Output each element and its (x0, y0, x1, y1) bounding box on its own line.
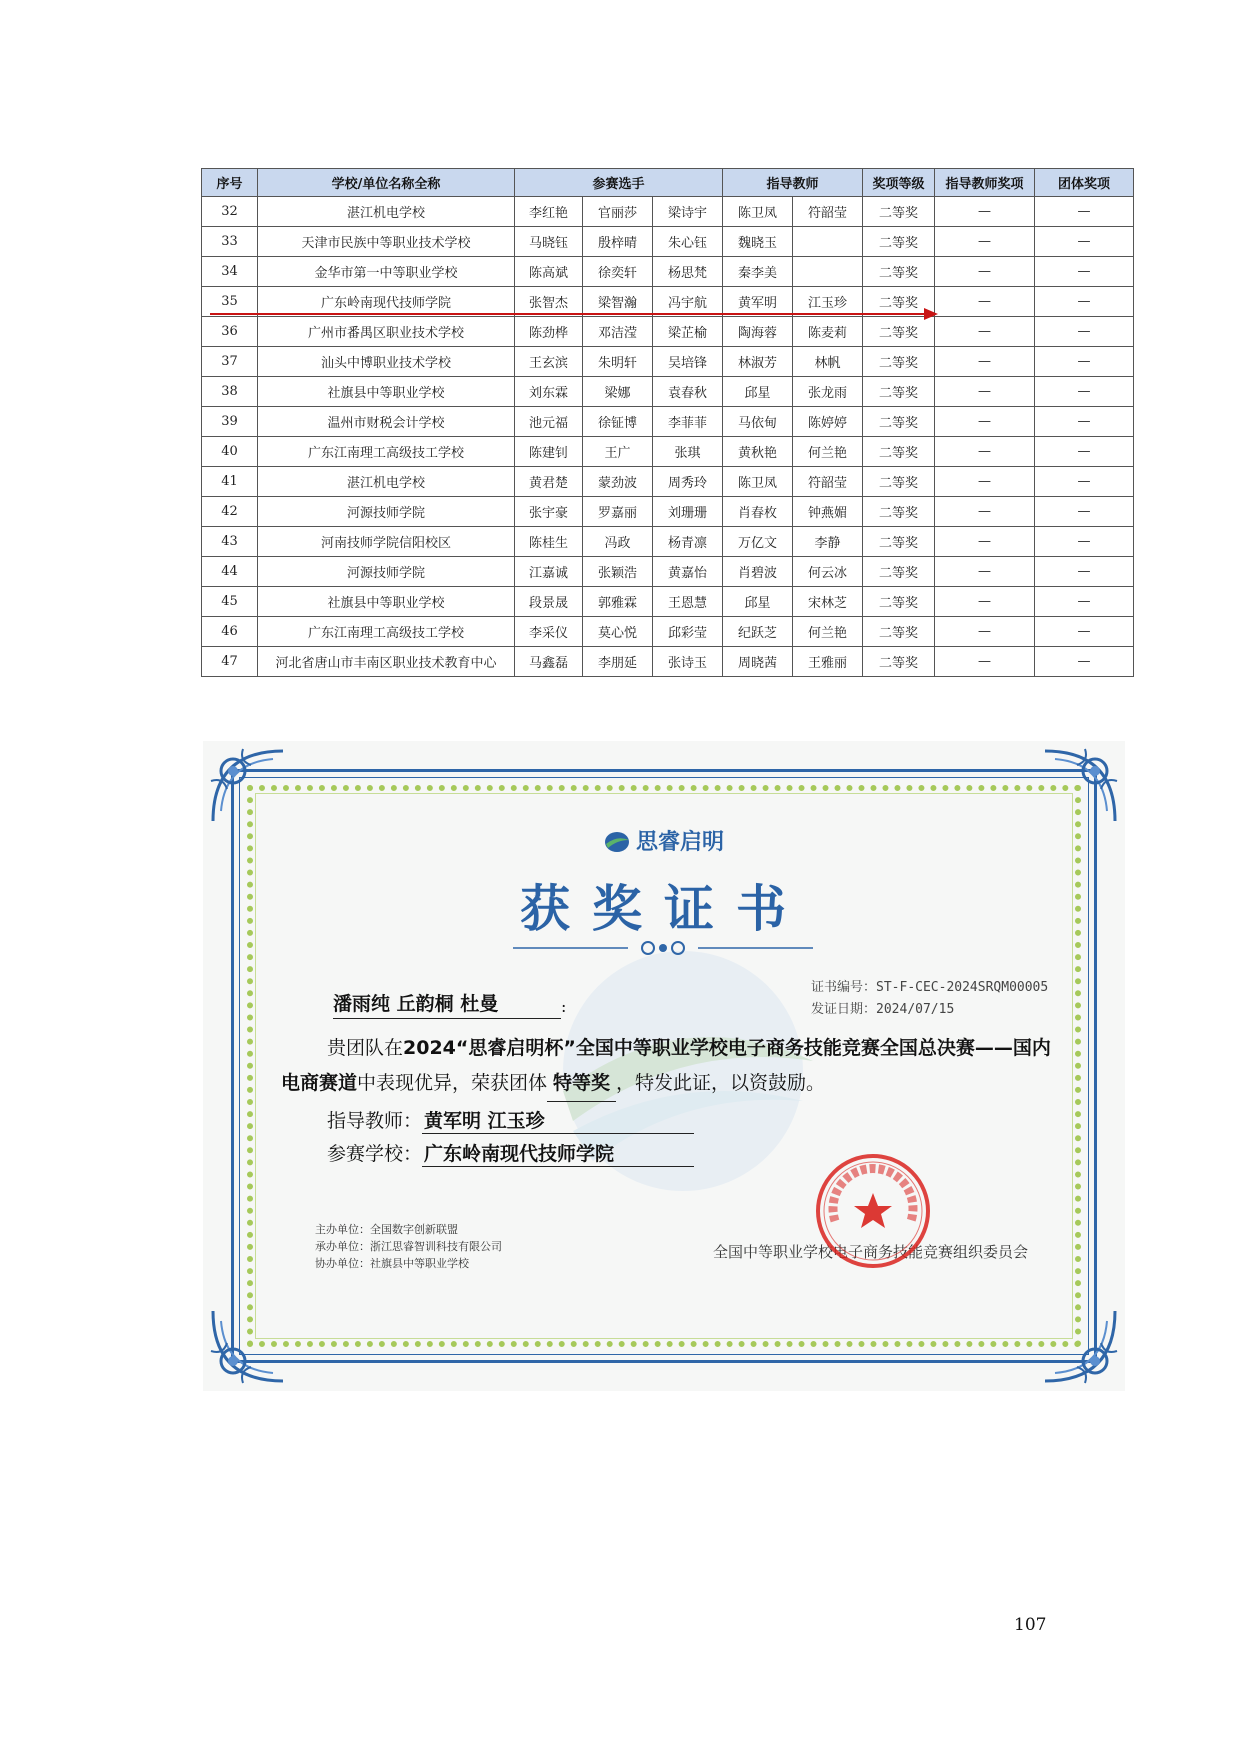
row-number: 45 (202, 587, 258, 617)
row-teacher-award: — (935, 257, 1035, 287)
cert-number: ST-F-CEC-2024SRQM00005 (876, 980, 1049, 995)
row-student-3: 黄嘉怡 (653, 557, 723, 587)
table-row (202, 377, 1134, 407)
row-number: 39 (202, 407, 258, 437)
row-award: 二等奖 (863, 287, 935, 317)
row-student-1: 段景晟 (515, 587, 583, 617)
row-teacher-award: — (935, 587, 1035, 617)
row-student-1: 张智杰 (515, 287, 583, 317)
row-teacher-award: — (935, 317, 1035, 347)
brand-logo (203, 825, 1125, 856)
row-student-2: 徐钲博 (583, 407, 653, 437)
row-team-award: — (1035, 407, 1134, 437)
row-student-3: 王恩慧 (653, 587, 723, 617)
table-row (202, 317, 1134, 347)
school-label: 参赛学校： (327, 1143, 423, 1165)
row-student-3: 周秀玲 (653, 467, 723, 497)
row-student-2: 张颖浩 (583, 557, 653, 587)
title-divider-ornament-icon (513, 937, 813, 959)
row-number: 41 (202, 467, 258, 497)
teacher-label: 指导教师： (327, 1110, 423, 1132)
certificate-title: 获奖证书 (520, 879, 808, 938)
row-student-2: 郭雅霖 (583, 587, 653, 617)
row-team-award: — (1035, 617, 1134, 647)
row-teacher-award: — (935, 437, 1035, 467)
row-student-3: 杨青凛 (653, 527, 723, 557)
row-student-1: 王玄滨 (515, 347, 583, 377)
row-teacher-award: — (935, 197, 1035, 227)
row-teacher-1: 周晓茜 (723, 647, 793, 677)
row-award: 二等奖 (863, 617, 935, 647)
row-teacher-award: — (935, 377, 1035, 407)
school-field (327, 1139, 694, 1167)
row-team-award: — (1035, 257, 1134, 287)
row-award: 二等奖 (863, 257, 935, 287)
brand-logo-icon (604, 831, 630, 853)
row-team-award: — (1035, 557, 1134, 587)
row-student-2: 罗嘉丽 (583, 497, 653, 527)
row-school: 河北省唐山市丰南区职业技术教育中心 (258, 647, 515, 677)
header-teacher-award: 指导教师奖项 (935, 169, 1035, 197)
row-teacher-1: 纪跃芝 (723, 617, 793, 647)
row-teacher-award: — (935, 497, 1035, 527)
row-school: 天津市民族中等职业技术学校 (258, 227, 515, 257)
row-teacher-1: 陈卫凤 (723, 467, 793, 497)
row-school: 广东江南理工高级技工学校 (258, 617, 515, 647)
row-student-3: 张诗玉 (653, 647, 723, 677)
row-student-2: 官丽莎 (583, 197, 653, 227)
row-student-1: 黄君楚 (515, 467, 583, 497)
row-student-2: 冯政 (583, 527, 653, 557)
row-student-1: 江嘉诚 (515, 557, 583, 587)
row-student-3: 梁芷榆 (653, 317, 723, 347)
row-teacher-1: 秦李美 (723, 257, 793, 287)
table-header-row (202, 169, 1134, 197)
row-award: 二等奖 (863, 497, 935, 527)
row-student-1: 刘东霖 (515, 377, 583, 407)
row-school: 广东江南理工高级技工学校 (258, 437, 515, 467)
organizers-list (315, 1221, 502, 1272)
table-row (202, 347, 1134, 377)
row-student-3: 梁诗宇 (653, 197, 723, 227)
row-number: 47 (202, 647, 258, 677)
header-school: 学校/单位名称全称 (258, 169, 515, 197)
row-student-1: 马鑫磊 (515, 647, 583, 677)
table-row (202, 437, 1134, 467)
row-student-2: 邓洁滢 (583, 317, 653, 347)
row-team-award: — (1035, 467, 1134, 497)
row-number: 42 (202, 497, 258, 527)
row-teacher-2: 宋林芝 (793, 587, 863, 617)
official-seal-icon (813, 1151, 933, 1271)
table-row (202, 197, 1134, 227)
header-students: 参赛选手 (515, 169, 723, 197)
table-row (202, 407, 1134, 437)
row-school: 广东岭南现代技师学院 (258, 287, 515, 317)
row-team-award: — (1035, 527, 1134, 557)
row-student-2: 殷梓晴 (583, 227, 653, 257)
row-team-award: — (1035, 587, 1134, 617)
row-student-3: 邱彩莹 (653, 617, 723, 647)
row-award: 二等奖 (863, 197, 935, 227)
highlight-line (210, 313, 926, 315)
row-school: 社旗县中等职业学校 (258, 377, 515, 407)
row-teacher-2: 符韶莹 (793, 197, 863, 227)
row-student-2: 徐奕轩 (583, 257, 653, 287)
row-teacher-award: — (935, 617, 1035, 647)
row-number: 43 (202, 527, 258, 557)
table-row (202, 467, 1134, 497)
body-prefix: 贵团队在 (327, 1037, 404, 1059)
row-student-3: 李菲菲 (653, 407, 723, 437)
body-suffix: ，特发此证，以资鼓励。 (616, 1072, 826, 1094)
row-school: 河南技师学院信阳校区 (258, 527, 515, 557)
award-certificate (203, 741, 1125, 1391)
table-body (202, 197, 1134, 677)
table-row (202, 287, 1134, 317)
row-award: 二等奖 (863, 467, 935, 497)
row-teacher-2: 李静 (793, 527, 863, 557)
table-row (202, 647, 1134, 677)
row-teacher-1: 陈卫凤 (723, 197, 793, 227)
results-table (201, 168, 1134, 677)
page-number: 107 (1014, 1615, 1047, 1635)
cert-number-line (811, 977, 1048, 999)
row-teacher-1: 陶海蓉 (723, 317, 793, 347)
row-team-award: — (1035, 647, 1134, 677)
row-school: 广州市番禺区职业技术学校 (258, 317, 515, 347)
row-award: 二等奖 (863, 587, 935, 617)
row-student-2: 莫心悦 (583, 617, 653, 647)
row-student-3: 袁春秋 (653, 377, 723, 407)
table-row (202, 617, 1134, 647)
teacher-names: 黄军明 江玉珍 (422, 1106, 694, 1134)
row-number: 34 (202, 257, 258, 287)
row-number: 33 (202, 227, 258, 257)
row-school: 河源技师学院 (258, 497, 515, 527)
corner-ornament-icon (203, 1301, 293, 1391)
row-student-3: 冯宇航 (653, 287, 723, 317)
row-teacher-2: 王雅丽 (793, 647, 863, 677)
row-student-1: 陈桂生 (515, 527, 583, 557)
row-student-1: 池元福 (515, 407, 583, 437)
row-teacher-2 (793, 257, 863, 287)
row-student-1: 张宇豪 (515, 497, 583, 527)
header-award: 奖项等级 (863, 169, 935, 197)
corner-ornament-icon (1035, 741, 1125, 831)
row-student-1: 李采仪 (515, 617, 583, 647)
table-row (202, 557, 1134, 587)
organizer-undertaker: 承办单位：浙江思睿智训科技有限公司 (315, 1240, 502, 1253)
row-school: 湛江机电学校 (258, 197, 515, 227)
row-student-3: 刘珊珊 (653, 497, 723, 527)
row-number: 44 (202, 557, 258, 587)
row-teacher-1: 林淑芳 (723, 347, 793, 377)
row-teacher-2: 钟燕媚 (793, 497, 863, 527)
row-student-2: 梁智瀚 (583, 287, 653, 317)
row-team-award: — (1035, 317, 1134, 347)
row-student-1: 马晓钰 (515, 227, 583, 257)
row-teacher-1: 万亿文 (723, 527, 793, 557)
cert-date: 2024/07/15 (876, 1002, 955, 1017)
row-teacher-award: — (935, 467, 1035, 497)
row-teacher-award: — (935, 287, 1035, 317)
row-student-3: 张琪 (653, 437, 723, 467)
row-teacher-2: 何兰艳 (793, 437, 863, 467)
row-team-award: — (1035, 227, 1134, 257)
row-number: 35 (202, 287, 258, 317)
row-award: 二等奖 (863, 227, 935, 257)
row-student-1: 陈建钊 (515, 437, 583, 467)
row-teacher-1: 肖碧波 (723, 557, 793, 587)
row-teacher-2: 陈婷婷 (793, 407, 863, 437)
row-award: 二等奖 (863, 377, 935, 407)
row-team-award: — (1035, 437, 1134, 467)
row-team-award: — (1035, 347, 1134, 377)
corner-ornament-icon (1035, 1301, 1125, 1391)
corner-ornament-icon (203, 741, 293, 831)
row-school: 金华市第一中等职业学校 (258, 257, 515, 287)
row-teacher-2: 陈麦莉 (793, 317, 863, 347)
recipient-colon: : (561, 997, 567, 1016)
row-team-award: — (1035, 197, 1134, 227)
row-team-award: — (1035, 497, 1134, 527)
row-student-2: 王广 (583, 437, 653, 467)
row-team-award: — (1035, 377, 1134, 407)
table-row (202, 497, 1134, 527)
row-student-2: 蒙劲波 (583, 467, 653, 497)
row-teacher-1: 魏晓玉 (723, 227, 793, 257)
certificate-body (281, 1031, 1061, 1102)
header-team-award: 团体奖项 (1035, 169, 1134, 197)
row-student-2: 朱明轩 (583, 347, 653, 377)
cert-date-line (811, 999, 1048, 1021)
table-row (202, 587, 1134, 617)
row-number: 46 (202, 617, 258, 647)
row-teacher-1: 邱星 (723, 377, 793, 407)
row-number: 32 (202, 197, 258, 227)
row-teacher-award: — (935, 527, 1035, 557)
brand-name: 思睿启明 (635, 830, 724, 855)
row-teacher-2 (793, 227, 863, 257)
header-no: 序号 (202, 169, 258, 197)
row-teacher-1: 黄秋艳 (723, 437, 793, 467)
row-number: 38 (202, 377, 258, 407)
row-teacher-1: 黄军明 (723, 287, 793, 317)
row-teacher-1: 邱星 (723, 587, 793, 617)
row-student-2: 李朋延 (583, 647, 653, 677)
row-teacher-1: 马依甸 (723, 407, 793, 437)
row-student-3: 杨思梵 (653, 257, 723, 287)
committee-name: 全国中等职业学校电子商务技能竞赛组织委员会 (713, 1243, 1029, 1261)
row-teacher-award: — (935, 407, 1035, 437)
row-student-1: 李红艳 (515, 197, 583, 227)
row-school: 温州市财税会计学校 (258, 407, 515, 437)
highlight-arrow-icon (924, 308, 938, 320)
row-teacher-2: 江玉珍 (793, 287, 863, 317)
row-award: 二等奖 (863, 347, 935, 377)
award-level: 特等奖 (547, 1066, 616, 1102)
row-school: 汕头中博职业技术学校 (258, 347, 515, 377)
certificate-meta (811, 977, 1048, 1021)
row-teacher-2: 何兰艳 (793, 617, 863, 647)
row-teacher-award: — (935, 557, 1035, 587)
organizer-co: 协办单位：社旗县中等职业学校 (315, 1257, 469, 1270)
table-row (202, 527, 1134, 557)
row-award: 二等奖 (863, 647, 935, 677)
row-student-2: 梁娜 (583, 377, 653, 407)
row-school: 社旗县中等职业学校 (258, 587, 515, 617)
row-student-3: 朱心钰 (653, 227, 723, 257)
row-teacher-2: 何云冰 (793, 557, 863, 587)
school-name: 广东岭南现代技师学院 (422, 1139, 694, 1167)
row-teacher-2: 林帆 (793, 347, 863, 377)
row-teacher-award: — (935, 227, 1035, 257)
cert-number-label: 证书编号： (811, 980, 877, 995)
row-number: 40 (202, 437, 258, 467)
row-student-1: 陈劲桦 (515, 317, 583, 347)
row-award: 二等奖 (863, 437, 935, 467)
organizer-host: 主办单位：全国数字创新联盟 (315, 1223, 458, 1236)
row-student-3: 吴培锋 (653, 347, 723, 377)
table-row (202, 227, 1134, 257)
competition-name: 2024“思睿启明杯”全国中等职业学校电子商务技能竞赛全国总决赛——国内电商赛道 (281, 1037, 1051, 1094)
row-teacher-award: — (935, 347, 1035, 377)
row-teacher-1: 肖春枚 (723, 497, 793, 527)
row-award: 二等奖 (863, 407, 935, 437)
row-number: 36 (202, 317, 258, 347)
row-award: 二等奖 (863, 527, 935, 557)
row-school: 湛江机电学校 (258, 467, 515, 497)
recipient-names: 潘雨纯 丘韵桐 杜曼 (333, 989, 561, 1019)
body-middle: 中表现优异，荣获团体 (357, 1072, 548, 1094)
row-teacher-2: 张龙雨 (793, 377, 863, 407)
row-award: 二等奖 (863, 557, 935, 587)
row-teacher-2: 符韶莹 (793, 467, 863, 497)
row-student-1: 陈高斌 (515, 257, 583, 287)
header-teachers: 指导教师 (723, 169, 863, 197)
teacher-field (327, 1106, 694, 1134)
row-teacher-award: — (935, 647, 1035, 677)
row-school: 河源技师学院 (258, 557, 515, 587)
row-award: 二等奖 (863, 317, 935, 347)
row-number: 37 (202, 347, 258, 377)
table-row (202, 257, 1134, 287)
row-team-award: — (1035, 287, 1134, 317)
cert-date-label: 发证日期： (811, 1002, 877, 1017)
